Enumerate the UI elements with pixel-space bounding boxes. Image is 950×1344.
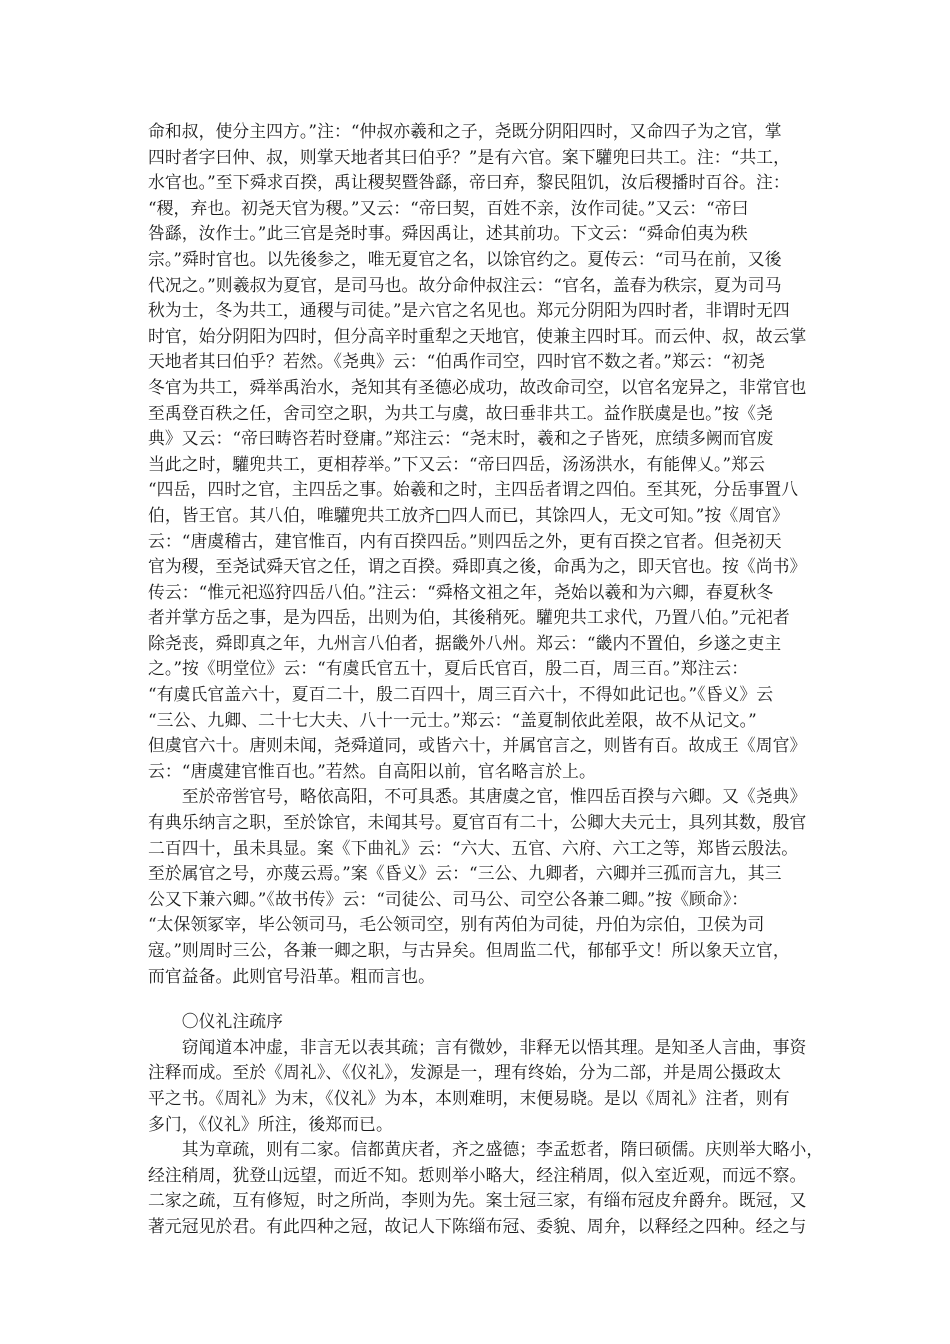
- text-line: 窃闻道本冲虚，非言无以表其疏；言有微妙，非释无以悟其理。是知圣人言曲，事资: [148, 1036, 807, 1057]
- text-line: 平之书。《周礼》为末，《仪礼》为本，本则难明，末便易晓。是以《周礼》注者，则有: [148, 1087, 790, 1108]
- text-line: 公又下兼六卿。”《故书传》云：“司徒公、司马公、司空公各兼二卿。”按《顾命》：: [148, 888, 749, 909]
- text-line: “有虞氏官盖六十，夏百二十，殷二百四十，周三百六十，不得如此记也。”《昏义》云: [148, 684, 774, 705]
- text-line: 而官益备。此则官号沿革。粗而言也。: [148, 965, 435, 986]
- text-line: 二家之疏，互有修短，时之所尚，李则为先。案士冠三家，有缁布冠皮弁爵弁。既冠，又: [148, 1190, 807, 1211]
- section-spacer: [148, 989, 820, 1009]
- text-line: 者并掌方岳之事，是为四岳，出则为伯，其後稍死。驩兜共工求代，乃置八伯。”元祀者: [148, 607, 790, 628]
- text-line: 至於属官之号，亦蔑云焉。”案《昏义》云：“三公、九卿者，六卿并三孤而言九，其三: [148, 863, 782, 884]
- text-line: 但虞官六十。唐则未闻，尧舜道同，或皆六十，并属官言之，则皆有百。故成王《周官》: [148, 735, 807, 756]
- text-line: “稷，弃也。初尧天官为稷。”又云：“帝曰契，百姓不亲，汝作司徒。”又云：“帝曰: [148, 197, 749, 218]
- text-line: 冬官为共工，舜举禹治水，尧知其有圣德必成功，故改命司空，以官名宠异之，非常官也: [148, 376, 807, 397]
- text-line: 水官也。”至下舜求百揆，禹让稷契暨咎繇，帝曰弃，黎民阻饥，汝后稷播时百谷。注：: [148, 172, 790, 193]
- text-line: 天地者其曰伯乎？若然。《尧典》云：“伯禹作司空，四时官不数之者。”郑云：“初尧: [148, 351, 765, 372]
- text-line: 云：“唐虞稽古，建官惟百，内有百揆四岳。”则四岳之外，更有百揆之官者。但尧初天: [148, 530, 782, 551]
- text-line: 注释而成。至於《周礼》、《仪礼》，发源是一，理有终始，分为二部，并是周公摄政太: [148, 1062, 782, 1083]
- text-line: 经注稍周，犹登山远望，而近不知。悊则举小略大，经注稍周，似入室近观，而远不察。: [148, 1164, 807, 1185]
- text-line: 时官，始分阴阳为四时，但分高辛时重犁之天地官，使兼主四时耳。而云仲、叔，故云掌: [148, 325, 807, 346]
- text-line: 云：“唐虞建官惟百也。”若然。自高阳以前，官名略言於上。: [148, 760, 596, 781]
- text-line: 至禹登百秩之任，舍司空之职，为共工与虞，故曰垂非共工。益作朕虞是也。”按《尧: [148, 402, 773, 423]
- text-line: 之。”按《明堂位》云：“有虞氏官五十，夏后氏官百，殷二百，周三百。”郑注云：: [148, 658, 749, 679]
- section-preface: [148, 989, 820, 1137]
- paragraph-3: [148, 1137, 824, 1239]
- text-line: 伯，皆王官。其八伯，唯驩兜共工放齐□四人而已，其馀四人，无文可知。”按《周官》: [148, 504, 789, 525]
- text-line: 著元冠见於君。有此四种之冠，故记人下陈缁布冠、委貌、周弁，以释经之四种。经之与: [148, 1215, 807, 1236]
- document-body: [148, 119, 824, 1240]
- text-line: “四岳，四时之官，主四岳之事。始羲和之时，主四岳者谓之四伯。至其死，分岳事置八: [148, 479, 799, 500]
- text-line: 多门，《仪礼》所注，後郑而已。: [148, 1113, 393, 1134]
- text-line: 代况之。”则羲叔为夏官，是司马也。故分命仲叔注云：“官名，盖春为秩宗，夏为司马: [148, 274, 782, 295]
- text-line: 命和叔，使分主四方。”注：“仲叔亦羲和之子，尧既分阴阳四时，又命四子为之官，掌: [148, 121, 782, 141]
- text-line: 传云：“惟元祀巡狩四岳八伯。”注云：“舜格文祖之年，尧始以羲和为六卿，春夏秋冬: [148, 581, 774, 602]
- section-heading: 〇仪礼注疏序: [148, 1011, 284, 1032]
- text-line: 秋为士，冬为共工，通稷与司徒。”是六官之名见也。郑元分阴阳为四时者，非谓时无四: [148, 300, 790, 321]
- text-line: 至於帝喾官号，略依高阳，不可具悉。其唐虞之官，惟四岳百揆与六卿。又《尧典》: [148, 786, 807, 807]
- text-line: 当此之时，驩兜共工，更相荐举。”下又云：“帝曰四岳，汤汤洪水，有能俾乂。”郑云: [148, 453, 765, 474]
- text-line: 官为稷，至尧试舜天官之任，谓之百揆。舜即真之後，命禹为之，即天官也。按《尚书》: [148, 556, 807, 577]
- text-line: 除尧丧，舜即真之年，九州言八伯者，据畿外八州。郑云：“畿内不置伯，乡遂之吏主: [148, 632, 782, 653]
- text-line: “三公、九卿、二十七大夫、八十一元士。”郑云：“盖夏制依此差限，故不从记文。”: [148, 709, 757, 730]
- text-line: 宗。”舜时官也。以先後参之，唯无夏官之名，以馀官约之。夏传云：“司马在前，又後: [148, 248, 782, 269]
- paragraph-2: [148, 784, 820, 989]
- text-line: 二百四十，虽未具显。案《下曲礼》云：“六大、五官、六府、六工之等，郑皆云殷法。: [148, 837, 799, 858]
- paragraph-1: [148, 119, 820, 784]
- text-line: 四时者字曰仲、叔，则掌天地者其曰伯乎？”是有六官。案下驩兜曰共工。注：“共工，: [148, 146, 790, 167]
- text-line: 典》又云：“帝曰畴咨若时登庸。”郑注云：“尧末时，羲和之子皆死，庶绩多阙而官废: [148, 428, 774, 449]
- text-line: 咎繇，汝作士。”此三官是尧时事。舜因禹让，述其前功。下文云：“舜命伯夷为秩: [148, 223, 748, 244]
- text-line: 有典乐纳言之职，至於馀官，未闻其号。夏官百有二十，公卿大夫元士，具列其数，殷官: [148, 812, 807, 833]
- text-line: 寇。”则周时三公，各兼一卿之职，与古异矣。但周监二代，郁郁乎文！所以象天立官，: [148, 940, 790, 960]
- text-line: 其为章疏，则有二家。信都黄庆者，齐之盛德；李孟悊者，隋曰硕儒。庆则举大略小，: [148, 1139, 824, 1160]
- text-line: “太保领冢宰，毕公领司马，毛公领司空，别有芮伯为司徒，丹伯为宗伯，卫侯为司: [148, 914, 765, 935]
